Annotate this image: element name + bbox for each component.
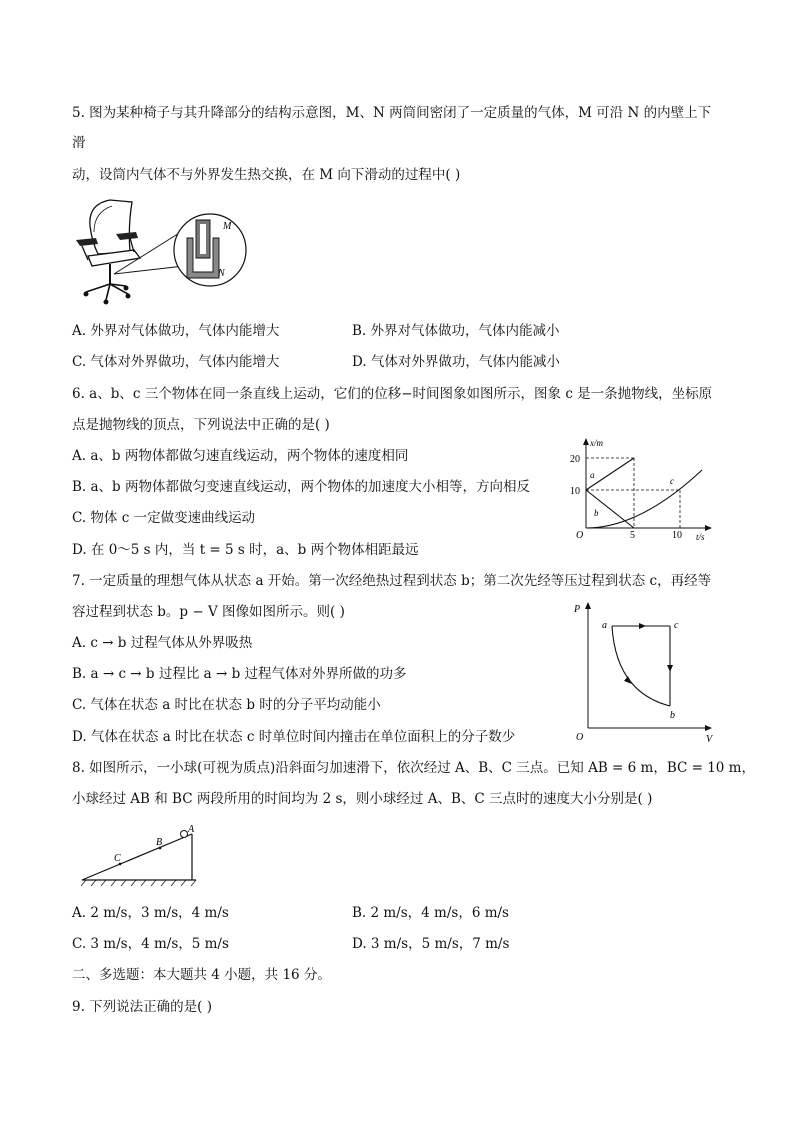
q8-option-d[interactable]: D. 3 m/s，5 m/s，7 m/s bbox=[352, 936, 510, 952]
q6-x-tick-5: 5 bbox=[630, 530, 635, 541]
q6-option-d[interactable]: D. 在 0～5 s 内，当 t = 5 s 时，a、b 两个物体相距最远 bbox=[72, 542, 419, 558]
q8-option-c[interactable]: C. 3 m/s，4 m/s，5 m/s bbox=[72, 936, 229, 952]
q7-option-d[interactable]: D. 气体在状态 a 时比在状态 c 时单位时间内撞击在单位面积上的分子数少 bbox=[72, 729, 516, 745]
q8-point-a-label: A bbox=[188, 824, 195, 835]
q5-stem-line3: 动，设筒内气体不与外界发生热交换，在 M 向下滑动的过程中( ) bbox=[72, 167, 461, 183]
q5-label-n: N bbox=[218, 268, 225, 279]
q7-option-a[interactable]: A. c → b 过程气体从外界吸热 bbox=[72, 635, 253, 651]
q6-stem-line1: 6. a、b、c 三个物体在同一条直线上运动，它们的位移−时间图象如图所示，图象 c 是一条抛物线，坐标原 bbox=[72, 386, 713, 402]
q6-x-axis-label: t/s bbox=[696, 532, 705, 542]
q6-curve-c-label: c bbox=[670, 476, 674, 486]
section2-heading: 二、多选题：本大题共 4 小题，共 16 分。 bbox=[72, 967, 331, 983]
q5-option-c[interactable]: C. 气体对外界做功，气体内能增大 bbox=[72, 354, 280, 370]
q5-chair-figure bbox=[70, 196, 260, 306]
q7-state-b-label: b bbox=[670, 710, 675, 721]
q7-stem-line2: 容过程到状态 b。p − V 图像如图所示。则( ) bbox=[72, 604, 345, 620]
q5-option-d[interactable]: D. 气体对外界做功，气体内能减小 bbox=[352, 354, 560, 370]
q8-stem-line1: 8. 如图所示，一小球(可视为质点)沿斜面匀加速滑下，依次经过 A、B、C 三点。已知 AB = 6 m，BC = 10 m， bbox=[72, 760, 755, 776]
q5-option-b[interactable]: B. 外界对气体做功，气体内能减小 bbox=[352, 323, 560, 339]
q6-stem-line2: 点是抛物线的顶点，下列说法中正确的是( ) bbox=[72, 417, 330, 433]
q6-option-b[interactable]: B. a、b 两物体都做匀变速直线运动，两个物体的加速度大小相等，方向相反 bbox=[72, 479, 530, 495]
q6-x-tick-10: 10 bbox=[672, 530, 682, 541]
q8-option-b[interactable]: B. 2 m/s，4 m/s，6 m/s bbox=[352, 905, 509, 921]
q7-p-axis-label: P bbox=[574, 604, 581, 615]
q7-state-c-label: c bbox=[674, 620, 679, 631]
q7-option-c[interactable]: C. 气体在状态 a 时比在状态 b 时的分子平均动能小 bbox=[72, 697, 381, 713]
q6-y-tick-10: 10 bbox=[570, 486, 580, 497]
q8-point-c-label: C bbox=[114, 853, 121, 864]
q6-origin-label: O bbox=[576, 530, 584, 541]
q7-pv-graph bbox=[562, 596, 722, 746]
q6-xt-graph bbox=[560, 434, 720, 544]
q5-label-m: M bbox=[223, 221, 232, 232]
q6-y-axis-label: x/m bbox=[590, 438, 603, 448]
q8-option-a[interactable]: A. 2 m/s，3 m/s，4 m/s bbox=[72, 905, 229, 921]
q9-stem-line1: 9. 下列说法正确的是( ) bbox=[72, 999, 212, 1015]
q6-y-tick-20: 20 bbox=[570, 454, 580, 465]
q7-v-axis-label: V bbox=[706, 734, 713, 745]
q7-state-a-label: a bbox=[602, 620, 607, 631]
q8-incline-figure bbox=[76, 820, 216, 890]
q6-curve-b-label: b bbox=[594, 508, 599, 518]
q5-option-a[interactable]: A. 外界对气体做功，气体内能增大 bbox=[72, 323, 280, 339]
q6-curve-a-label: a bbox=[590, 470, 595, 480]
q5-stem-line2: 滑 bbox=[72, 135, 86, 151]
q7-stem-line1: 7. 一定质量的理想气体从状态 a 开始。第一次经绝热过程到状态 b；第二次先经等压过程到状态 c，再经等 bbox=[72, 573, 712, 589]
q8-stem-line2: 小球经过 AB 和 BC 两段所用的时间均为 2 s，则小球经过 A、B、C 三点时的速度大小分别是( ) bbox=[72, 791, 653, 807]
q8-point-b-label: B bbox=[156, 837, 163, 848]
q6-option-c[interactable]: C. 物体 c 一定做变速曲线运动 bbox=[72, 510, 256, 526]
q6-option-a[interactable]: A. a、b 两物体都做匀速直线运动，两个物体的速度相同 bbox=[72, 448, 409, 464]
q5-stem-line1: 5. 图为某种椅子与其升降部分的结构示意图，M、N 两筒间密闭了一定质量的气体，M 可沿 N 的内壁上下 bbox=[72, 105, 712, 121]
q7-option-b[interactable]: B. a → c → b 过程比 a → b 过程气体对外界所做的功多 bbox=[72, 666, 407, 682]
q7-origin-label: O bbox=[576, 732, 584, 743]
